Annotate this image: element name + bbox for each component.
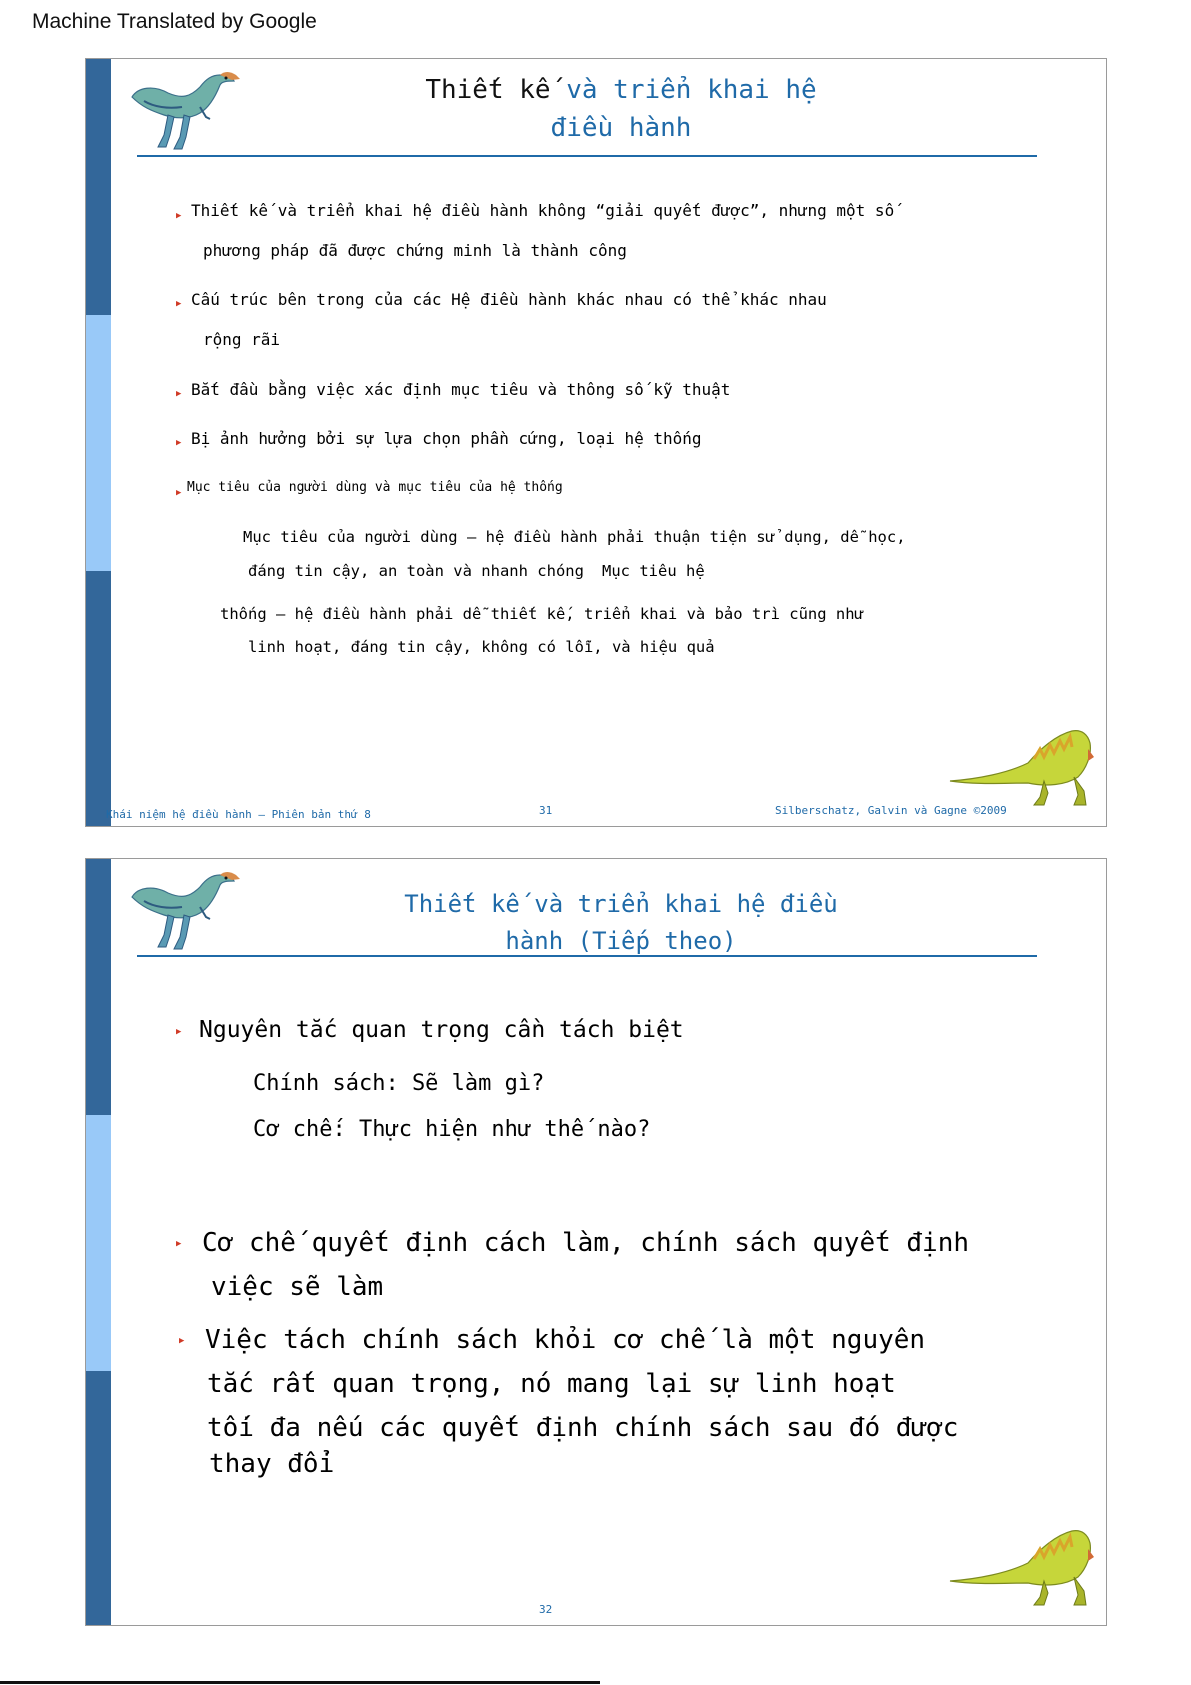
body-line: Mục tiêu của người dùng và mục tiêu của hệ thống xyxy=(187,480,563,495)
body-line: việc sẽ làm xyxy=(211,1272,384,1302)
body-line: đáng tin cậy, an toàn và nhanh chóng xyxy=(248,562,584,580)
slide-title-black: Thiết kế xyxy=(425,75,551,105)
body-line: Bị ảnh hưởng bởi sự lựa chọn phần cứng, loại hệ thống xyxy=(191,429,702,448)
body-line: Chính sách: Sẽ làm gì? xyxy=(253,1071,545,1096)
bullet-icon: ▶ xyxy=(176,389,182,399)
body-line: tối đa nếu các quyết định chính sách sau đó được xyxy=(207,1413,959,1443)
bullet-icon: ▶ xyxy=(176,211,182,221)
bullet-icon: ▶ xyxy=(176,1239,182,1249)
slide-title-line2: hành (Tiếp theo) xyxy=(505,927,737,955)
body-line: Cấu trúc bên trong của các Hệ điều hành khác nhau có thể khác nhau xyxy=(191,290,827,309)
slide-title-line2: điều hành xyxy=(550,113,692,143)
dinosaur-icon xyxy=(948,719,1098,811)
title-underline xyxy=(137,155,1037,157)
bullet-icon: ▶ xyxy=(176,488,182,498)
slide-title xyxy=(206,71,1036,147)
slide-32 xyxy=(85,858,1107,1626)
slide-sidebar xyxy=(86,859,111,1625)
body-line: tắc rất quan trọng, nó mang lại sự linh hoạt xyxy=(207,1369,896,1399)
slide-sidebar xyxy=(86,59,111,826)
bullet-icon: ▶ xyxy=(176,1027,182,1037)
footer-authors: Silberschatz, Galvin và Gagne ©2009 xyxy=(775,804,1007,817)
dinosaur-icon xyxy=(948,1519,1098,1611)
slide-title-blue: và triển khai hệ xyxy=(566,75,817,105)
page-number: 31 xyxy=(539,804,553,817)
body-line: thay đổi xyxy=(209,1449,335,1479)
body-line: Nguyên tắc quan trọng cần tách biệt xyxy=(199,1017,684,1043)
footer-book-title: Khái niệm hệ điều hành – Phiên bản thứ 8 xyxy=(106,808,371,821)
body-line: Bắt đầu bằng việc xác định mục tiêu và thông số kỹ thuật xyxy=(191,380,731,399)
body-line: thống – hệ điều hành phải dễ thiết kế, triển khai và bảo trì cũng như xyxy=(220,605,864,623)
page-number: 32 xyxy=(539,1603,553,1616)
slide-title-line1: Thiết kế và triển khai hệ điều xyxy=(404,890,838,918)
body-line: Mục tiêu hệ xyxy=(602,562,705,580)
body-line: rộng rãi xyxy=(203,330,281,349)
body-line: linh hoạt, đáng tin cậy, không có lỗi, và hiệu quả xyxy=(248,638,715,656)
body-line: Thiết kế và triển khai hệ điều hành không “giải quyết được”, nhưng một số xyxy=(191,201,895,220)
body-line: Cơ chế: Thực hiện như thế nào? xyxy=(253,1117,651,1142)
body-line: Mục tiêu của người dùng – hệ điều hành phải thuận tiện sử dụng, dễ học, xyxy=(243,528,906,546)
slide-title xyxy=(206,886,1036,960)
body-line: Việc tách chính sách khỏi cơ chế là một nguyên xyxy=(205,1325,926,1355)
body-line: phương pháp đã được chứng minh là thành công xyxy=(203,241,627,260)
bullet-icon: ▶ xyxy=(176,438,182,448)
page-bottom-edge xyxy=(0,1681,600,1684)
bullet-icon: ▶ xyxy=(179,1336,185,1346)
body-line: Cơ chế quyết định cách làm, chính sách quyết định xyxy=(202,1228,970,1258)
slide-31 xyxy=(85,58,1107,827)
translation-banner: Machine Translated by Google xyxy=(32,10,317,33)
bullet-icon: ▶ xyxy=(176,299,182,309)
title-underline xyxy=(137,955,1037,957)
